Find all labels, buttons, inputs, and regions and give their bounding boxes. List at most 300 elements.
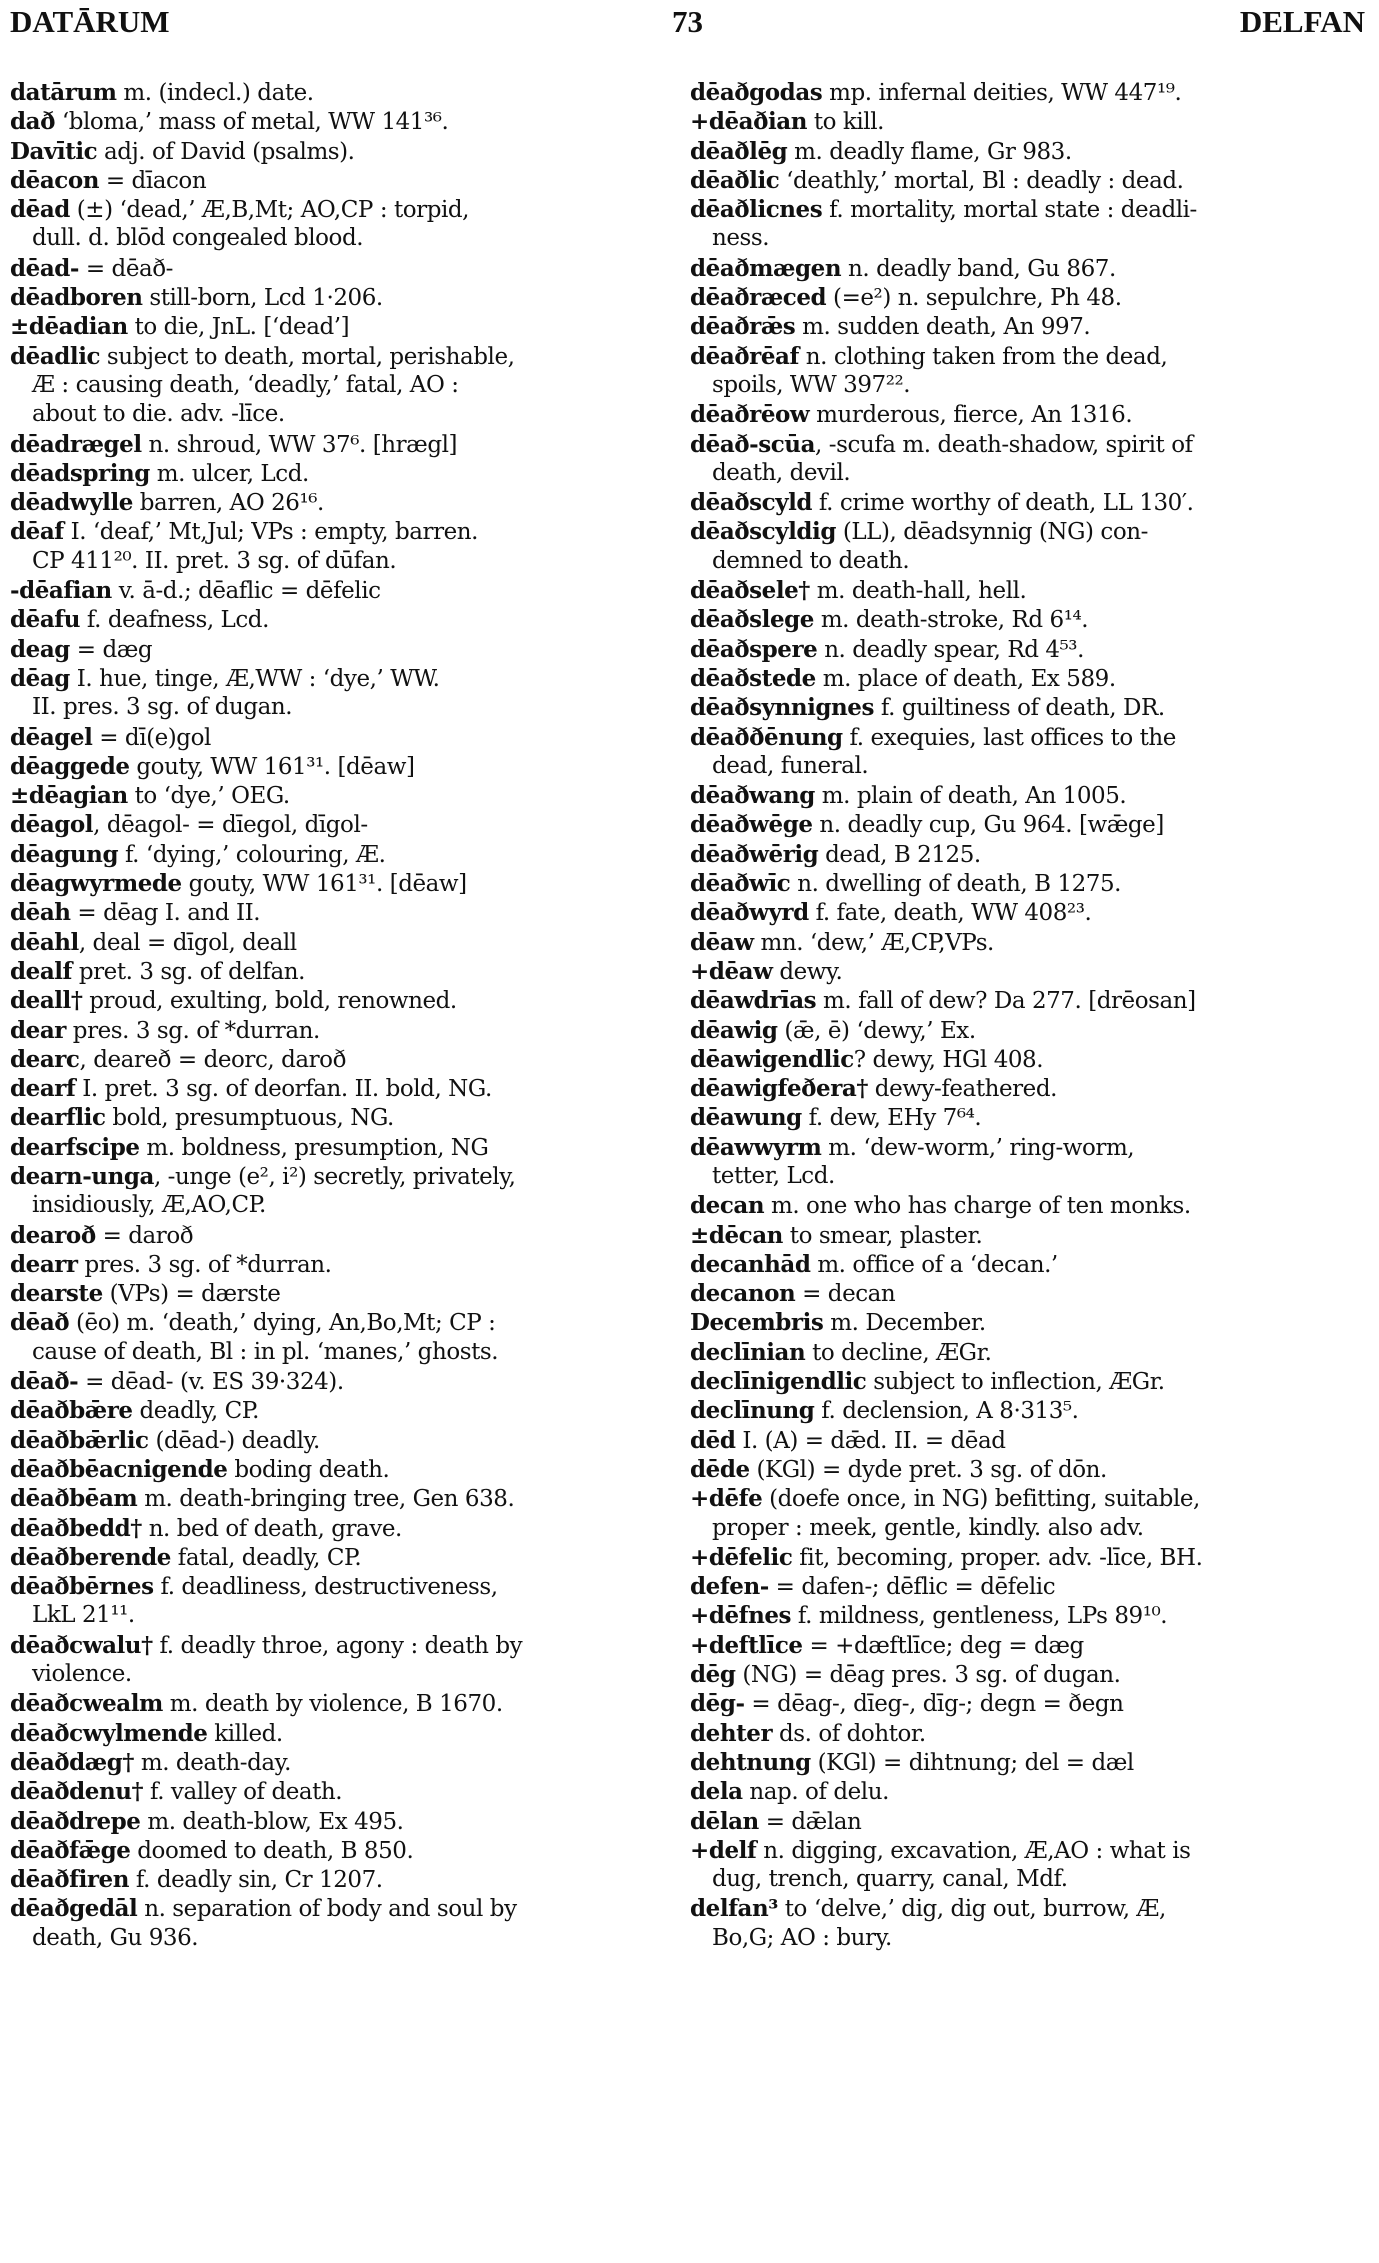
headword: dēawig	[690, 1016, 778, 1044]
headword: dēadspring	[10, 459, 150, 487]
entry-text: = decan	[795, 1281, 896, 1308]
entry-continuation	[690, 459, 1365, 488]
dictionary-entry	[690, 1045, 1365, 1074]
headword: +delf	[690, 1836, 757, 1864]
page-number: 73	[672, 4, 703, 39]
entry-text: deadly, CP.	[132, 1398, 259, 1425]
entry-text: to decline, ÆGr.	[805, 1339, 992, 1366]
entry-text: m. death-hall, hell.	[809, 578, 1027, 605]
entry-continuation	[10, 1338, 676, 1367]
dictionary-entry	[10, 488, 676, 517]
headword: dēað-scūa	[690, 430, 816, 458]
entry-text: death, Gu 936.	[32, 1924, 199, 1951]
headword: decanhād	[690, 1250, 811, 1278]
dictionary-entry	[10, 1279, 676, 1308]
entry-text: dull. d. blōd congealed blood.	[32, 225, 364, 252]
headword: dearoð	[10, 1221, 96, 1249]
dictionary-entry	[10, 1894, 676, 1923]
headword: dēawdrīas	[690, 987, 817, 1015]
entry-text: = dafen-; dēflic = dēfelic	[768, 1574, 1056, 1601]
headword: dēagol	[10, 811, 94, 839]
dictionary-entry	[10, 781, 676, 810]
dictionary-entry	[10, 1396, 676, 1425]
entry-text: n. dwelling of death, B 1275.	[790, 871, 1121, 898]
headword: dēaðcwealm	[10, 1690, 163, 1718]
headword: dēaðrēow	[690, 401, 810, 429]
dictionary-entry	[10, 459, 676, 488]
entry-text: (KGl) = dyde pret. 3 sg. of dōn.	[749, 1456, 1107, 1483]
headword: +deftlīce	[690, 1631, 803, 1659]
dictionary-entry	[690, 928, 1365, 957]
entry-text: f. valley of death.	[143, 1779, 343, 1806]
entry-text: , dēagol- = dīegol, dīgol-	[93, 812, 368, 839]
entry-text: f. guiltiness of death, DR.	[874, 695, 1165, 722]
entry-text: proper : meek, gentle, kindly. also adv.	[712, 1514, 1144, 1541]
headword: datārum	[10, 79, 117, 106]
dictionary-entry	[10, 1074, 676, 1103]
dictionary-entry	[690, 635, 1365, 664]
dictionary-entry	[690, 1426, 1365, 1455]
entry-text: m. (indecl.) date.	[116, 80, 314, 106]
entry-text: nap. of delu.	[742, 1779, 889, 1806]
entry-text: f. declension, A 8·313⁵.	[814, 1398, 1079, 1425]
headword: dēaðgodas	[690, 79, 823, 106]
entry-text: ‘deathly,’ mortal, Bl : deadly : dead.	[779, 167, 1184, 194]
dictionary-entry	[690, 1807, 1365, 1836]
dictionary-entry	[10, 1719, 676, 1748]
entry-text: m. fall of dew? Da 277. [drēosan]	[816, 988, 1196, 1015]
entry-text: I. ‘deaf,’ Mt,Jul; VPs : empty, barren.	[63, 519, 479, 546]
entry-text: subject to inflection, ÆGr.	[866, 1369, 1165, 1396]
entry-text: m. death by violence, B 1670.	[162, 1691, 503, 1718]
dictionary-entry	[690, 986, 1365, 1015]
entry-text: m. ulcer, Lcd.	[149, 460, 309, 487]
dictionary-entry	[690, 1016, 1365, 1045]
headword: dēaðlic	[690, 166, 780, 194]
dictionary-entry	[690, 781, 1365, 810]
dictionary-entry	[10, 1484, 676, 1513]
entry-text: gouty, WW 161³¹. [dēaw]	[129, 753, 415, 780]
running-header	[10, 4, 1365, 46]
entry-text: m. ‘dew-worm,’ ring-worm,	[821, 1134, 1135, 1161]
entry-text: gouty, WW 161³¹. [dēaw]	[181, 871, 467, 898]
dictionary-entry	[690, 1572, 1365, 1601]
dictionary-entry	[690, 1279, 1365, 1308]
dictionary-entry	[10, 78, 676, 107]
dictionary-entry	[690, 898, 1365, 927]
dictionary-entry	[690, 107, 1365, 136]
headword: declīnung	[690, 1397, 815, 1425]
entry-text: , -scufa m. death-shadow, spirit of	[815, 431, 1193, 458]
entry-text: cause of death, Bl : in pl. ‘manes,’ ghosts.	[32, 1338, 499, 1365]
dictionary-entry	[690, 1074, 1365, 1103]
dictionary-entry	[10, 723, 676, 752]
entry-text: n. deadly band, Gu 867.	[841, 255, 1116, 282]
dictionary-entry	[690, 1455, 1365, 1484]
dictionary-entry	[10, 1807, 676, 1836]
entry-text: (ēo) m. ‘death,’ dying, An,Bo,Mt; CP :	[69, 1310, 496, 1337]
header-first-headword: DATĀRUM	[10, 4, 170, 39]
entry-text: fit, becoming, proper. adv. -līce, BH.	[792, 1544, 1203, 1571]
dictionary-entry	[690, 1367, 1365, 1396]
entry-continuation	[10, 224, 676, 253]
headword: dēahl	[10, 928, 79, 956]
headword: decanon	[690, 1280, 796, 1308]
headword: ±dēagian	[10, 782, 128, 810]
entry-text: = dēað-	[79, 255, 173, 282]
headword: defen-	[690, 1573, 769, 1601]
entry-text: demned to death.	[712, 547, 910, 574]
entry-text: tetter, Lcd.	[712, 1162, 835, 1189]
headword: dearr	[10, 1250, 78, 1278]
headword: dēad	[10, 196, 70, 224]
entry-continuation	[10, 371, 676, 400]
header-last-headword: DELFAN	[1239, 4, 1365, 39]
headword: dēaðdenu†	[10, 1778, 144, 1806]
entry-text: m. sudden death, An 997.	[795, 314, 1091, 341]
entry-text: m. death-stroke, Rd 6¹⁴.	[813, 607, 1089, 634]
dictionary-entry	[10, 576, 676, 605]
headword: declīnian	[690, 1338, 806, 1366]
dictionary-entry	[690, 283, 1365, 312]
headword: dēaðwēge	[690, 811, 813, 839]
dictionary-entry	[690, 400, 1365, 429]
headword: dearste	[10, 1280, 103, 1308]
headword: dēawigendlic	[690, 1045, 854, 1073]
entry-text: = daroð	[95, 1222, 194, 1249]
headword: dearf	[10, 1075, 76, 1103]
entry-text: = dǣlan	[758, 1808, 862, 1835]
entry-text: f. ‘dying,’ colouring, Æ.	[118, 841, 386, 868]
headword: dēaw	[690, 928, 754, 956]
entry-text: (NG) = dēag pres. 3 sg. of dugan.	[735, 1662, 1121, 1689]
entry-text: killed.	[207, 1720, 283, 1747]
headword: +dēaw	[690, 957, 773, 985]
dictionary-entry	[10, 869, 676, 898]
dictionary-entry	[10, 752, 676, 781]
headword: dēað	[10, 1309, 70, 1337]
dictionary-entry	[10, 1045, 676, 1074]
dictionary-entry	[10, 1631, 676, 1660]
entry-text: proud, exulting, bold, renowned.	[82, 988, 457, 1015]
dictionary-entry	[690, 78, 1365, 107]
entry-text: I. hue, tinge, Æ,WW : ‘dye,’ WW.	[69, 665, 440, 692]
entry-text: dead, B 2125.	[818, 841, 981, 868]
dictionary-entry	[690, 1631, 1365, 1660]
entry-text: adj. of David (psalms).	[97, 138, 355, 165]
headword: dēagung	[10, 840, 119, 868]
headword: Decembris	[690, 1309, 824, 1337]
entry-text: mn. ‘dew,’ Æ,CP,VPs.	[753, 929, 994, 956]
dictionary-entry	[10, 1162, 676, 1191]
headword: dēaðdrepe	[10, 1807, 141, 1835]
entry-text: m. death-bringing tree, Gen 638.	[137, 1486, 515, 1513]
entry-text: n. shroud, WW 37⁶. [hrægl]	[141, 431, 458, 458]
headword: dēlan	[690, 1807, 759, 1835]
entry-text: dewy.	[772, 958, 843, 985]
dictionary-entry	[690, 312, 1365, 341]
dictionary-entry	[10, 664, 676, 693]
entry-continuation	[690, 1924, 1365, 1953]
entry-text: n. clothing taken from the dead,	[798, 343, 1168, 370]
entry-text: f. deadly throe, agony : death by	[152, 1632, 523, 1659]
dictionary-entry	[10, 840, 676, 869]
headword: dēafu	[10, 606, 80, 634]
dictionary-entry	[10, 312, 676, 341]
headword: dēadwylle	[10, 489, 133, 517]
headword: dearflic	[10, 1104, 106, 1132]
headword: dearn-unga	[10, 1162, 154, 1190]
entry-text: f. fate, death, WW 408²³.	[808, 900, 1092, 927]
headword: ±dēadian	[10, 313, 128, 341]
entry-text: n. separation of body and soul by	[137, 1896, 517, 1923]
dictionary-entry	[690, 1484, 1365, 1513]
entry-text: to ‘delve,’ dig, dig out, burrow, Æ,	[777, 1896, 1166, 1923]
dictionary-entry	[690, 1133, 1365, 1162]
entry-text: = +dæftlīce; deg = dæg	[802, 1632, 1084, 1659]
dictionary-entry	[690, 1689, 1365, 1718]
dictionary-entry	[690, 166, 1365, 195]
entry-text: about to die. adv. -līce.	[32, 401, 285, 428]
entry-text: CP 411²⁰. II. pret. 3 sg. of dūfan.	[32, 547, 397, 574]
entry-text: n. digging, excavation, Æ,AO : what is	[756, 1837, 1191, 1864]
entry-text: (dēad-) deadly.	[148, 1427, 320, 1454]
entry-text: m. death-blow, Ex 495.	[140, 1808, 404, 1835]
dictionary-entry	[690, 1308, 1365, 1337]
dictionary-entry	[10, 283, 676, 312]
entry-continuation	[690, 371, 1365, 400]
entry-text: II. pres. 3 sg. of dugan.	[32, 694, 293, 721]
headword: dear	[10, 1016, 66, 1044]
dictionary-entry	[10, 137, 676, 166]
entry-text: f. crime worthy of death, LL 130′.	[812, 490, 1194, 517]
dictionary-entry	[690, 957, 1365, 986]
entry-text: (=e²) n. sepulchre, Ph 48.	[826, 285, 1122, 312]
entry-text: = dæg	[69, 636, 153, 663]
entry-text: , deal = dīgol, deall	[78, 929, 297, 956]
entry-text: f. dew, EHy 7⁶⁴.	[801, 1105, 982, 1132]
left-column	[10, 78, 676, 1953]
dictionary-entry	[690, 1250, 1365, 1279]
entry-text: mp. infernal deities, WW 447¹⁹.	[822, 80, 1182, 106]
headword: dēaðsele†	[690, 577, 810, 605]
dictionary-entry	[10, 1836, 676, 1865]
dictionary-entry	[10, 1748, 676, 1777]
dictionary-entry	[10, 1572, 676, 1601]
entry-text: to die, JnL. [‘dead’]	[127, 314, 350, 341]
entry-text: m. deadly flame, Gr 983.	[787, 138, 1072, 165]
headword: declīnigendlic	[690, 1368, 867, 1396]
headword: deall†	[10, 987, 83, 1015]
headword: dēaðrēaf	[690, 342, 799, 370]
dictionary-entry	[690, 1777, 1365, 1806]
entry-text: barren, AO 26¹⁶.	[132, 490, 324, 517]
dictionary-entry	[690, 1719, 1365, 1748]
dictionary-entry	[690, 1836, 1365, 1865]
dictionary-entry	[690, 1601, 1365, 1630]
headword: dēah	[10, 899, 71, 927]
headword: dēde	[690, 1455, 750, 1483]
entry-text: dewy-feathered.	[867, 1076, 1057, 1103]
entry-continuation	[10, 693, 676, 722]
entry-text: doomed to death, B 850.	[130, 1837, 414, 1864]
dictionary-entry	[690, 137, 1365, 166]
dictionary-entry	[10, 1543, 676, 1572]
headword: +dēfnes	[690, 1602, 792, 1630]
dictionary-entry	[690, 576, 1365, 605]
headword: dēaggede	[10, 752, 130, 780]
headword: ±dēcan	[690, 1221, 783, 1249]
entry-text: ds. of dohtor.	[772, 1720, 926, 1747]
headword: dēawigfeðera†	[690, 1075, 868, 1103]
entry-continuation	[10, 1660, 676, 1689]
dictionary-entry	[10, 254, 676, 283]
headword: dēaðbēacnigende	[10, 1455, 228, 1483]
dictionary-entry	[10, 166, 676, 195]
entry-text: still-born, Lcd 1·206.	[142, 285, 383, 312]
entry-text: pres. 3 sg. of *durran.	[77, 1251, 332, 1278]
entry-text: m. December.	[823, 1310, 986, 1337]
entry-text: = dēad- (v. ES 39·324).	[78, 1369, 344, 1396]
headword: dēad-	[10, 254, 79, 282]
headword: dēaðwīc	[690, 870, 791, 898]
dictionary-entry	[10, 1514, 676, 1543]
entry-text: insidiously, Æ,AO,CP.	[32, 1192, 266, 1219]
entry-text: to kill.	[807, 109, 884, 136]
headword: dēaðstede	[690, 664, 816, 692]
dictionary-entry	[10, 1221, 676, 1250]
entry-text: (ǣ, ē) ‘dewy,’ Ex.	[777, 1017, 976, 1044]
headword: +dēfelic	[690, 1543, 793, 1571]
headword: dēacon	[10, 166, 99, 194]
headword: dēaðgedāl	[10, 1895, 138, 1923]
entry-text: m. one who has charge of ten monks.	[764, 1193, 1191, 1220]
dictionary-entry	[690, 605, 1365, 634]
entry-text: , -unge (e², i²) secretly, privately,	[153, 1163, 516, 1190]
dictionary-entry	[10, 1367, 676, 1396]
dictionary-entry	[10, 986, 676, 1015]
entry-continuation	[690, 1514, 1365, 1543]
entry-text: = dēag I. and II.	[70, 900, 261, 927]
entry-continuation	[10, 1191, 676, 1220]
headword: dēadboren	[10, 284, 143, 312]
entry-text: , deareð = deorc, daroð	[79, 1046, 346, 1073]
entry-text: boding death.	[227, 1456, 390, 1483]
dictionary-entry	[10, 195, 676, 224]
dictionary-entry	[690, 1396, 1365, 1425]
headword: dēaððēnung	[690, 723, 843, 751]
headword: dēaðlicnes	[690, 196, 823, 224]
entry-text: (±) ‘dead,’ Æ,B,Mt; AO,CP : torpid,	[69, 197, 470, 224]
headword: dela	[690, 1778, 743, 1806]
dictionary-entry	[690, 1103, 1365, 1132]
dictionary-entry	[10, 957, 676, 986]
headword: dēagwyrmede	[10, 870, 182, 898]
headword: dēagel	[10, 723, 93, 751]
dictionary-entry	[690, 1338, 1365, 1367]
dictionary-entry	[690, 488, 1365, 517]
headword: +dēaðian	[690, 108, 807, 136]
dictionary-entry	[10, 517, 676, 546]
entry-text: I. pret. 3 sg. of deorfan. II. bold, NG.	[75, 1076, 492, 1103]
headword: deag	[10, 635, 70, 663]
headword: delfan³	[690, 1895, 778, 1923]
headword: dēaðcwylmende	[10, 1719, 208, 1747]
dictionary-entry	[10, 1689, 676, 1718]
dictionary-entry	[10, 342, 676, 371]
entry-text: LkL 21¹¹.	[32, 1602, 135, 1629]
entry-text: pres. 3 sg. of *durran.	[65, 1017, 320, 1044]
headword: dēg-	[690, 1690, 745, 1718]
headword: dēaðlēg	[690, 137, 788, 165]
entry-text: = dī(e)gol	[92, 724, 211, 751]
headword: dēadrægel	[10, 430, 142, 458]
dictionary-entry	[10, 1250, 676, 1279]
entry-text: Bo,G; AO : bury.	[712, 1924, 892, 1951]
entry-text: to smear, plaster.	[782, 1222, 983, 1249]
dictionary-entry	[10, 1133, 676, 1162]
dictionary-entry	[10, 1426, 676, 1455]
entry-text: n. deadly cup, Gu 964. [wǣge]	[812, 812, 1164, 839]
headword: dēaðwang	[690, 782, 815, 810]
dictionary-entry	[690, 342, 1365, 371]
entry-continuation	[690, 1865, 1365, 1894]
entry-text: m. place of death, Ex 589.	[815, 665, 1116, 692]
dictionary-entry	[10, 1777, 676, 1806]
entry-text: to ‘dye,’ OEG.	[127, 783, 290, 810]
right-column	[690, 78, 1365, 1953]
headword: -dēafian	[10, 577, 112, 605]
headword: dēaðsynnignes	[690, 694, 874, 722]
entry-continuation	[10, 547, 676, 576]
entry-text: (LL), dēadsynnig (NG) con-	[835, 519, 1148, 546]
headword: dēaðbērnes	[10, 1573, 154, 1601]
headword: dēaðwyrd	[690, 899, 809, 927]
entry-text: f. deadliness, destructiveness,	[153, 1574, 498, 1601]
entry-text: = dēag-, dīeg-, dīg-; degn = ðegn	[744, 1691, 1124, 1718]
headword: dealf	[10, 957, 72, 985]
entry-text: dead, funeral.	[712, 752, 869, 779]
entry-text: spoils, WW 397²².	[712, 371, 911, 398]
headword: dēaðslege	[690, 606, 814, 634]
entry-continuation	[690, 752, 1365, 781]
headword: dehter	[690, 1719, 773, 1747]
dictionary-entry	[10, 928, 676, 957]
entry-text: f. mortality, mortal state : deadli-	[822, 197, 1197, 224]
dictionary-entry	[10, 1308, 676, 1337]
entry-text: n. deadly spear, Rd 4⁵³.	[817, 636, 1084, 663]
dictionary-entry	[10, 1016, 676, 1045]
headword: dēawung	[690, 1104, 802, 1132]
entry-text: ? dewy, HGl 408.	[853, 1046, 1044, 1073]
headword: dearc	[10, 1045, 80, 1073]
headword: +dēfe	[690, 1485, 763, 1513]
entry-text: dug, trench, quarry, canal, Mdf.	[712, 1866, 1068, 1893]
entry-continuation	[690, 224, 1365, 253]
headword: dearfscipe	[10, 1133, 140, 1161]
entry-text: violence.	[32, 1661, 132, 1688]
headword: dēaðræced	[690, 284, 827, 312]
entry-text: (KGl) = dihtnung; del = dæl	[810, 1749, 1134, 1776]
entry-text: m. plain of death, An 1005.	[814, 783, 1127, 810]
dictionary-entry	[690, 723, 1365, 752]
dictionary-entry	[10, 605, 676, 634]
entry-continuation	[690, 1162, 1365, 1191]
entry-text: = dīacon	[99, 167, 207, 194]
dictionary-entry	[690, 1221, 1365, 1250]
dictionary-entry	[10, 1103, 676, 1132]
dictionary-entry	[690, 1191, 1365, 1220]
